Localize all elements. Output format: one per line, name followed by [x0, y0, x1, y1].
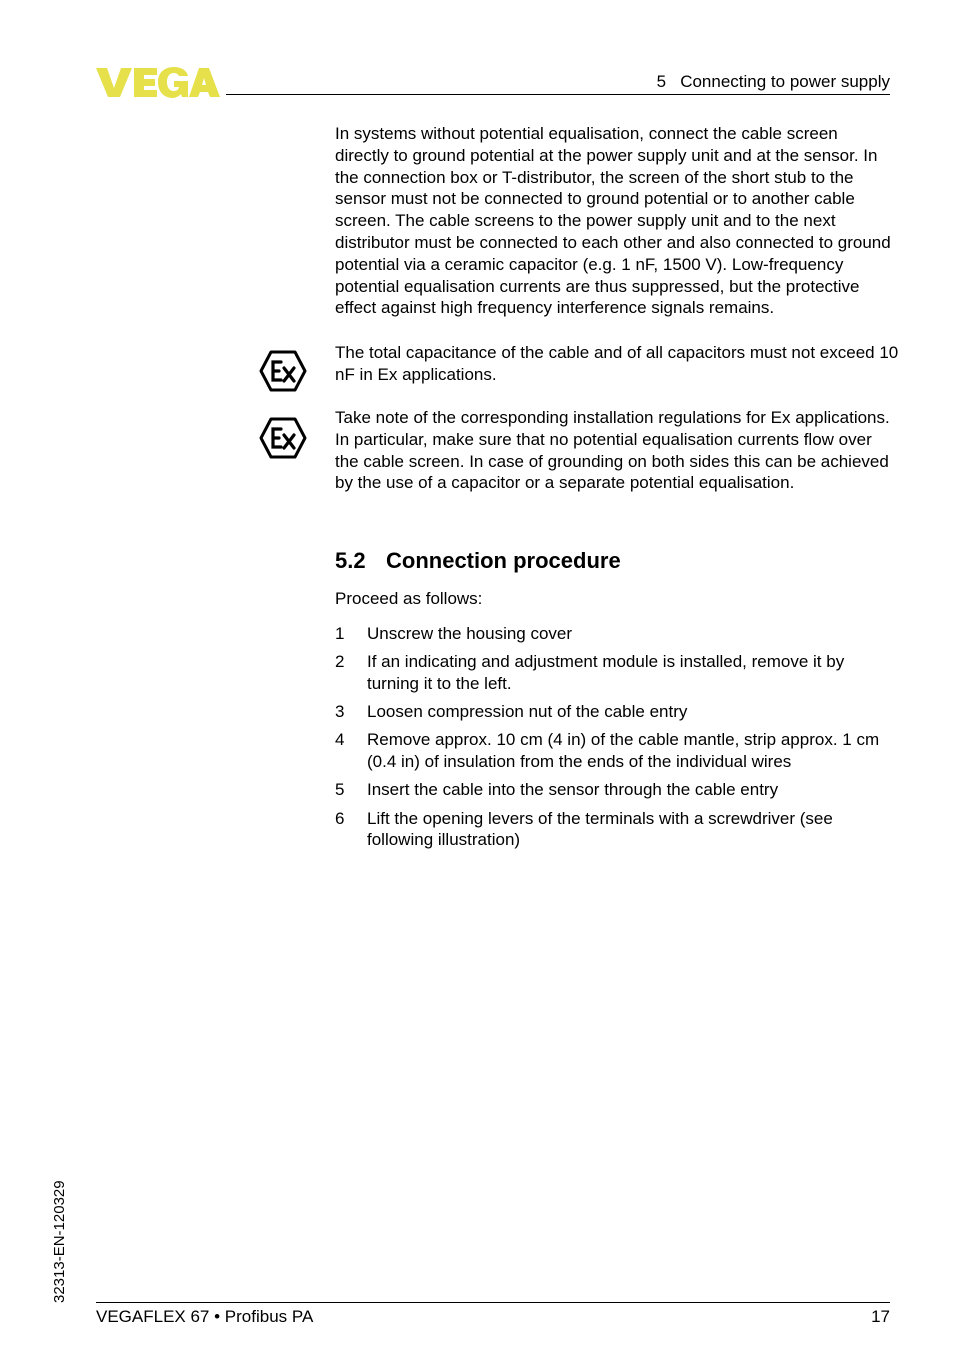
ex-hexagon-icon: [259, 350, 307, 392]
ex-hexagon-icon: [259, 417, 307, 459]
ex-note-capacitance: The total capacitance of the cable and of all capacitors must not exceed 10 nF in Ex applications.: [335, 343, 899, 384]
footer-divider: [96, 1302, 890, 1303]
list-item: [335, 623, 895, 645]
step-text: If an indicating and adjustment module is installed, remove it by turning it to the left.: [367, 652, 845, 693]
step-text: Loosen compression nut of the cable entry: [367, 702, 688, 722]
list-item: [335, 808, 895, 852]
ex-note-installation-regulations: Take note of the corresponding installation regulations for Ex applications. In particular, make sure that no potential equalisation currents flow over the cable screen. In case of grounding on both sides this can be achieved by the use of a capacitor or a separate potential equalisation.: [335, 408, 890, 493]
body-paragraph: In systems without potential equalisation, connect the cable screen directly to ground potential at the power supply unit and at the sensor. In the connection box or T-distributor, the screen of the short stub to the sensor must not be connected to ground potential or to another cable screen. The cable screens to the power supply unit and to the next distributor must be connected to each other and also connected to ground potential via a ceramic capacitor (e.g. 1 nF, 1500 V). Low-frequency potential equalisation currents are thus suppressed, but the protective effect against high frequency interference signals remains.: [335, 124, 891, 318]
vega-logo: [96, 66, 220, 98]
list-item: [335, 651, 895, 695]
list-item: [335, 701, 895, 723]
step-number: 5: [335, 780, 345, 800]
header-divider: [226, 94, 890, 95]
section-intro: Proceed as follows:: [335, 589, 483, 608]
step-text: Insert the cable into the sensor through the cable entry: [367, 780, 779, 800]
section-number: 5.2: [335, 548, 366, 573]
list-item: [335, 729, 895, 773]
footer-product-name: VEGAFLEX 67 • Profibus PA: [96, 1307, 314, 1326]
step-text: Unscrew the housing cover: [367, 624, 573, 643]
section-heading: [335, 548, 621, 574]
list-item: [335, 779, 895, 801]
section-title: Connection procedure: [386, 548, 621, 573]
procedure-steps-list: [335, 623, 895, 858]
step-text: Remove approx. 10 cm (4 in) of the cable mantle, strip approx. 1 cm (0.4 in) of insulation from the ends of the individual wires: [367, 730, 880, 772]
step-number: 1: [335, 624, 345, 643]
step-number: 2: [335, 652, 345, 672]
step-number: 4: [335, 730, 345, 750]
step-number: 6: [335, 808, 345, 828]
document-id: 32313-EN-120329: [51, 1180, 68, 1303]
step-number: 3: [335, 702, 345, 722]
header-section-reference: 5 Connecting to power supply: [656, 72, 890, 91]
step-text: Lift the opening levers of the terminals with a screwdriver (see following illustration): [367, 808, 833, 850]
page-number: 17: [871, 1307, 890, 1326]
